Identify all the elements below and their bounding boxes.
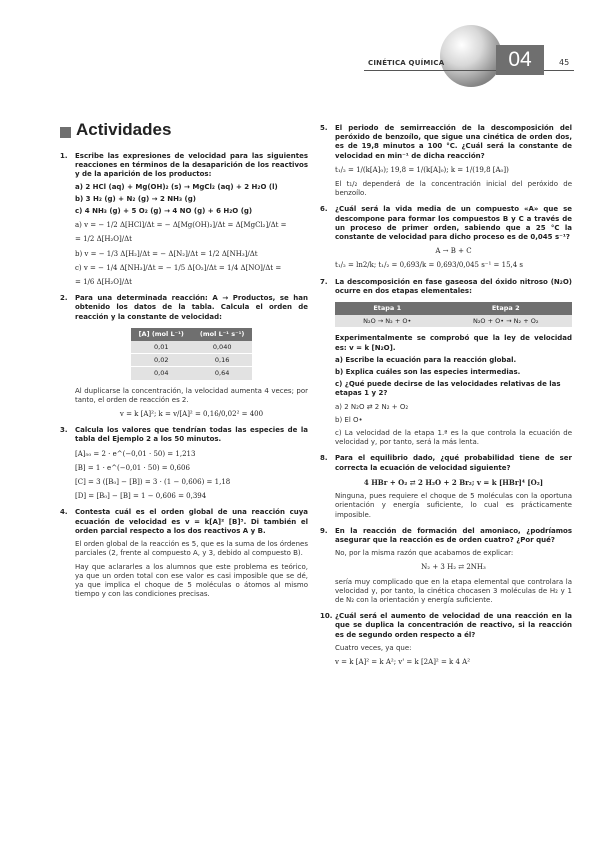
- question-part-b: b) 3 H₂ (g) + N₂ (g) → 2 NH₃ (g): [75, 194, 196, 203]
- answer-c-line1: c) v = − 1/4 Δ[NH₃]/Δt = − 1/5 Δ[O₂]/Δt = 1/4 Δ[NO]/Δt =: [75, 263, 282, 272]
- header-sphere-image: [440, 25, 502, 87]
- question-text: La descomposición en fase gaseosa del óxido nitroso (N₂O) ocurre en dos etapas elementales:: [335, 277, 572, 295]
- answer-line: [C] = 3 ([B₀] − [B]) = 3 · (1 − 0,606) = 1,18: [75, 478, 231, 487]
- question-9: [320, 527, 572, 605]
- question-number: 2.: [60, 294, 68, 303]
- answer-text: sería muy complicado que en la etapa elemental que controlara la velocidad y, por tanto, la cinética chocasen 3 moléculas de H₂ y 1 de N₂ con la orientación y energía suficiente.: [335, 577, 572, 604]
- answer-b: b) v = − 1/3 Δ[H₂]/Δt = − Δ[N₂]/Δt = 1/2 Δ[NH₃]/Δt: [75, 249, 258, 258]
- table-row: [131, 341, 253, 354]
- answer-c-line2: = 1/6 Δ[H₂O]/Δt: [75, 278, 132, 287]
- question-text: En la reacción de formación del amoniaco, ¿podríamos asegurar que la reacción es de orden cuatro? ¿Por qué?: [335, 526, 572, 544]
- answer-equation: N₂ + 3 H₂ ⇄ 2NH₃: [421, 563, 486, 572]
- question-4: [60, 508, 308, 599]
- question-number: 3.: [60, 426, 68, 435]
- question-10: [320, 612, 572, 667]
- answer-line: [D] = [B₀] − [B] = 1 − 0,606 = 0,394: [75, 492, 207, 501]
- table-cell: 0,04: [131, 367, 192, 380]
- table-cell: 0,16: [192, 354, 253, 367]
- question-part-c: c) 4 NH₃ (g) + 5 O₂ (g) → 4 NO (g) + 6 H₂O (g): [75, 207, 253, 216]
- question-text: El periodo de semirreacción de la descomposición del peróxido de benzoílo, que sigue una cinética de orden dos, es de 19,8 minutos a 100 °C. ¿Cuál será la constante de velocidad en min⁻¹ de dicha reacción?: [335, 124, 572, 160]
- answer-text: No, por la misma razón que acabamos de explicar:: [335, 549, 514, 558]
- page-number: 45: [559, 58, 570, 67]
- answer-text: Hay que aclararles a los alumnos que este problema es teórico, ya que un orden total con ese valor es casi imposible que se dé, ya que implica el choque de 5 moléculas o átomos al mismo tiempo y con las condiciones precisas.: [75, 562, 308, 599]
- answer-text: Ninguna, pues requiere el choque de 5 moléculas con la oportuna orientación y energía suficiente, lo cual es prácticamente imposible.: [335, 492, 572, 519]
- question-number: 7.: [320, 277, 328, 286]
- table-row: [131, 367, 253, 380]
- right-column: [320, 124, 572, 674]
- question-text-2: Experimentalmente se comprobó que la ley de velocidad es: v = k [N₂O].: [335, 334, 572, 352]
- question-number: 8.: [320, 454, 328, 463]
- answer-b: b) El O•: [335, 415, 363, 424]
- table-row: [131, 354, 253, 367]
- question-part-c: c) ¿Qué puede decirse de las velocidades relativas de las etapas 1 y 2?: [335, 380, 561, 398]
- question-1: [60, 152, 308, 287]
- answer-equation: t₁/₂ = 1/(k[A]₀); 19,8 = 1/(k[A]₀); k = 1/(19,8 [A₀]): [335, 165, 509, 174]
- question-3: [60, 426, 308, 501]
- question-text: Escribe las expresiones de velocidad para las siguientes reacciones en términos de la desaparición de los reactivos y de la aparición de los productos:: [75, 152, 308, 179]
- question-equation: 4 HBr + O₂ ⇄ 2 H₂O + 2 Br₂; v = k [HBr]⁴ [O₂]: [363, 477, 544, 487]
- chapter-number: 04: [508, 48, 532, 71]
- answer-a: a) 2 N₂O ⇄ 2 N₂ + O₂: [335, 402, 409, 411]
- question-6: [320, 205, 572, 270]
- question-number: 1.: [60, 152, 68, 160]
- question-number: 5.: [320, 124, 328, 132]
- table-header: Etapa 2: [439, 302, 572, 315]
- table-header: [A] (mol L⁻¹): [131, 328, 192, 341]
- question-part-b: b) Explica cuáles son las especies intermedias.: [335, 368, 521, 377]
- answer-equation: v = k [A]² = k A²; v' = k [2A]² = k 4 A²: [335, 657, 471, 666]
- question-number: 4.: [60, 508, 68, 517]
- table-header: Etapa 1: [335, 302, 439, 315]
- reaction-equation: A → B + C: [435, 247, 472, 256]
- answer-equation: t₁/₂ = ln2/k; t₁/₂ = 0,693/k = 0,693/0,045 s⁻¹ = 15,4 s: [335, 261, 524, 270]
- stages-table: [335, 302, 572, 328]
- answer-a-line2: = 1/2 Δ[H₂O]/Δt: [75, 235, 132, 244]
- answer-text: El t₁/₂ dependerá de la concentración inicial del peróxido de benzoílo.: [335, 180, 572, 198]
- header-title: CINÉTICA QUÍMICA: [368, 59, 445, 67]
- question-8: [320, 454, 572, 519]
- table-cell: N₂O → N₂ + O•: [335, 315, 439, 328]
- data-table: [131, 328, 253, 381]
- table-header: (mol L⁻¹ s⁻¹): [192, 328, 253, 341]
- question-text: Calcula los valores que tendrían todas las especies de la tabla del Ejemplo 2 a los 50 minutos.: [75, 426, 308, 444]
- answer-c: c) La velocidad de la etapa 1.ª es la que controla la ecuación de velocidad y, por tanto, será la más lenta.: [335, 429, 572, 447]
- answer-text: Al duplicarse la concentración, la velocidad aumenta 4 veces; por tanto, el orden de reacción es 2.: [75, 386, 308, 404]
- question-number: 9.: [320, 526, 328, 535]
- question-7: [320, 278, 572, 448]
- table-cell: N₂O + O• → N₂ + O₂: [439, 315, 572, 328]
- question-part-a: a) 2 HCl (aq) + Mg(OH)₂ (s) → MgCl₂ (aq) + 2 H₂O (l): [75, 182, 278, 191]
- question-text: Para una determinada reacción: A → Productos, se han obtenido los datos de la tabla. Calcula el orden de reacción y la constante de velocidad:: [75, 294, 308, 321]
- table-cell: 0,040: [192, 341, 253, 354]
- question-number: 10.: [320, 612, 333, 621]
- answer-line: [B] = 1 · e^(−0,01 · 50) = 0,606: [75, 463, 190, 472]
- table-row: [335, 315, 572, 328]
- table-cell: 0,01: [131, 341, 192, 354]
- answer-equation: v = k [A]²; k = v/[A]² = 0,16/0,02² = 400: [119, 410, 264, 419]
- question-text: Para el equilibrio dado, ¿qué probabilidad tiene de ser correcta la ecuación de velocidad siguiente?: [335, 454, 572, 472]
- question-text: ¿Cuál será la vida media de un compuesto «A» que se descompone para formar los compuestos B y C a través de un proceso de primer orden, sabiendo que a 25 °C la constante de velocidad para dicho proceso es de 0,045 s⁻¹?: [335, 205, 572, 242]
- header-rule-right: [544, 70, 574, 71]
- section-title: Actividades: [76, 120, 172, 139]
- answer-a-line1: a) v = − 1/2 Δ[HCl]/Δt = − Δ[Mg(OH)₂]/Δt = Δ[MgCl₂]/Δt =: [75, 221, 287, 230]
- answer-line: [A]₅₀ = 2 · e^(−0,01 · 50) = 1,213: [75, 449, 196, 458]
- table-cell: 0,02: [131, 354, 192, 367]
- question-text: Contesta cuál es el orden global de una reacción cuya ecuación de velocidad es v = k[A]² [B]³. Di también el orden parcial respecto a los dos reactivos A y B.: [75, 508, 308, 535]
- left-column: [60, 152, 308, 606]
- answer-text: Cuatro veces, ya que:: [335, 643, 412, 652]
- question-part-a: a) Escribe la ecuación para la reacción global.: [335, 355, 517, 364]
- header-rule: [364, 70, 496, 71]
- answer-text: El orden global de la reacción es 5, que es la suma de los órdenes parciales (2, frente al compuesto A, y 3, debido al compuesto B).: [75, 540, 308, 558]
- question-text: ¿Cuál será el aumento de velocidad de una reacción en la que se duplica la concentración de reactivo, si la reacción es de segundo orden respecto a él?: [335, 612, 572, 639]
- question-5: [320, 124, 572, 198]
- question-2: [60, 294, 308, 419]
- question-number: 6.: [320, 205, 328, 214]
- table-cell: 0,64: [192, 367, 253, 380]
- section-bullet: [60, 127, 71, 138]
